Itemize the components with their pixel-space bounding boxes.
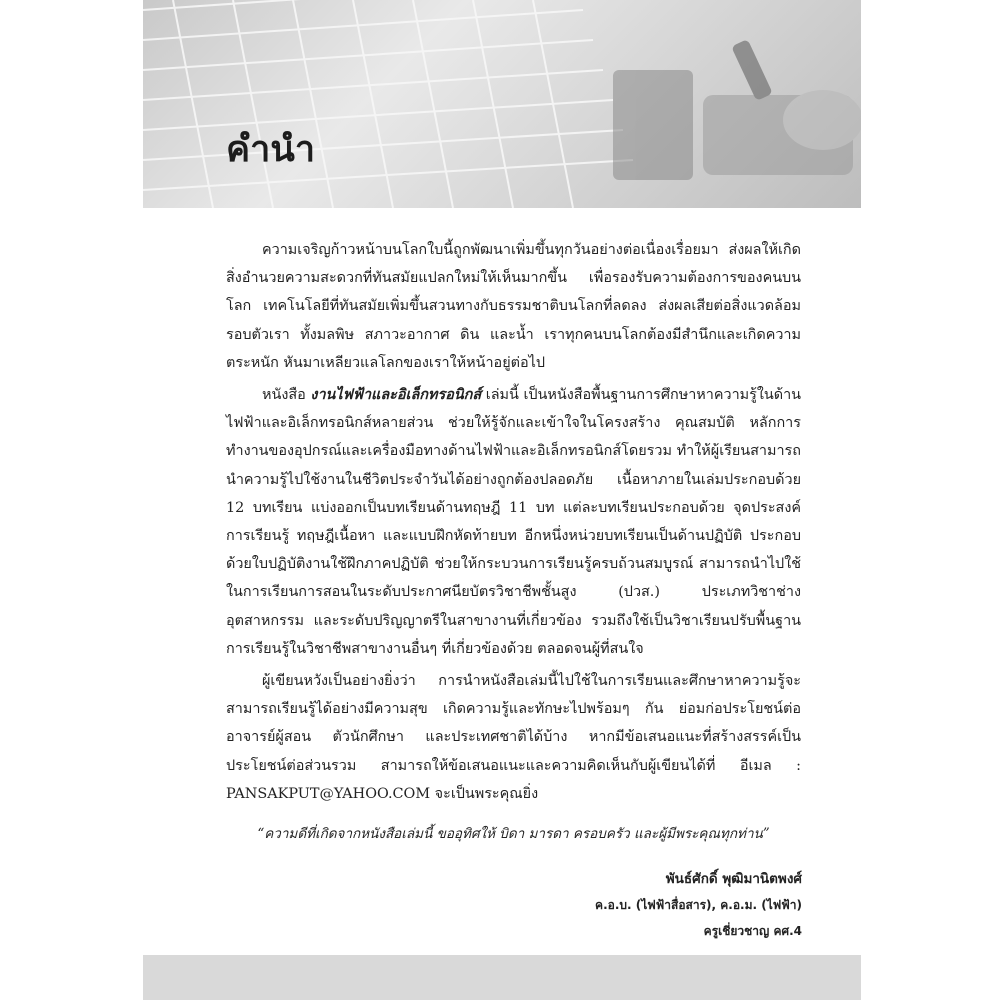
page-title: คำนำ [226,129,316,170]
preface-body [226,236,801,812]
dedication-quote: “ความดีที่เกิดจากหนังสือเล่มนี้ ขออุทิศให้ บิดา มารดา ครอบครัว และผู้มีพระคุณทุกท่าน” [257,826,770,842]
paragraph-2-body: เล่มนี้ เป็นหนังสือพื้นฐานการศึกษาหาความรู้ในด้านไฟฟ้าและอิเล็กทรอนิกส์หลายส่วน ช่วยให้รู้จักและเข้าใจในโครงสร้าง คุณสมบัติ หลักการทำงานของอุปกรณ์และเครื่องมือทางด้านไฟฟ้าและอิเล็กทรอนิกส์โดยรวม ทำให้ผู้เรียนสามารถนำความรู้ไปใช้งานในชีวิตประจำวันได้อย่างถูกต้องปลอดภัย เนื้อหาภายในเล่มประกอบด้วย 12 บทเรียน แบ่งออกเป็นบทเรียนด้านทฤษฎี 11 บท แต่ละบทเรียนประกอบด้วย จุดประสงค์การเรียนรู้ ทฤษฎีเนื้อหา และแบบฝึกหัดท้ายบท อีกหนึ่งหน่วยบทเรียนเป็นด้านปฏิบัติ ประกอบด้วยใบปฏิบัติงานใช้ฝึกภาคปฏิบัติ ช่วยให้กระบวนการเรียนรู้ครบถ้วนสมบูรณ์ สามารถนำไปใช้ในการเรียนการสอนในระดับประกาศนียบัตรวิชาชีพชั้นสูง (ปวส.) ประเภทวิชาช่างอุตสาหกรรม และระดับปริญญาตรีในสาขางานที่เกี่ยวข้อง รวมถึงใช้เป็นวิชาเรียนปรับพื้นฐานการเรียนรู้ในวิชาชีพสาขางานอื่นๆ ที่เกี่ยวข้องด้วย ตลอดจนผู้ที่สนใจ [226,387,801,657]
paragraph-3: ผู้เขียนหวังเป็นอย่างยิ่งว่า การนำหนังสือเล่มนี้ไปใช้ในการเรียนและศึกษาหาความรู้จะสามารถเรียนรู้ได้อย่างมีความสุข เกิดความรู้และทักษะไปพร้อมๆ กัน ย่อมก่อประโยชน์ต่ออาจารย์ผู้สอน ตัวนักศึกษา และประเทศชาติได้บ้าง หากมีข้อเสนอแนะที่สร้างสรรค์เป็นประโยชน์ต่อส่วนรวม สามารถให้ข้อเสนอแนะและความคิดเห็นกับผู้เขียนได้ที่ อีเมล : PANSAKPUT@YAHOO.COM จะเป็นพระคุณยิ่ง [226,673,801,802]
author-signature [595,866,802,944]
soldering-hand-graphic [613,39,861,180]
author-position: ครูเชี่ยวชาญ คศ.4 [703,924,802,938]
author-name: พันธ์ศักดิ์ พุฒิมานิตพงศ์ [665,871,802,887]
paragraph-2-lead: หนังสือ [262,387,311,404]
author-degrees: ค.อ.บ. (ไฟฟ้าสื่อสาร), ค.อ.ม. (ไฟฟ้า) [595,898,802,912]
book-title: งานไฟฟ้าและอิเล็กทรอนิกส์ [310,386,482,404]
footer-band [143,955,861,1000]
paragraph-2 [226,381,801,663]
paragraph-1: ความเจริญก้าวหน้าบนโลกใบนี้ถูกพัฒนาเพิ่มขึ้นทุกวันอย่างต่อเนื่องเรื่อยมา ส่งผลให้เกิดสิ่งอำนวยความสะดวกที่ทันสมัยแปลกใหม่ให้เห็นมากขึ้น เพื่อรองรับความต้องการของคนบนโลก เทคโนโลยีที่ทันสมัยเพิ่มขึ้นสวนทางกับธรรมชาติบนโลกที่ลดลง ส่งผลเสียต่อสิ่งแวดล้อมรอบตัวเรา ทั้งมลพิษ สภาวะอากาศ ดิน และน้ำ เราทุกคนบนโลกต้องมีสำนึกและเกิดความตระหนัก หันมาเหลียวแลโลกของเราให้หน้าอยู่ต่อไป [226,242,801,371]
